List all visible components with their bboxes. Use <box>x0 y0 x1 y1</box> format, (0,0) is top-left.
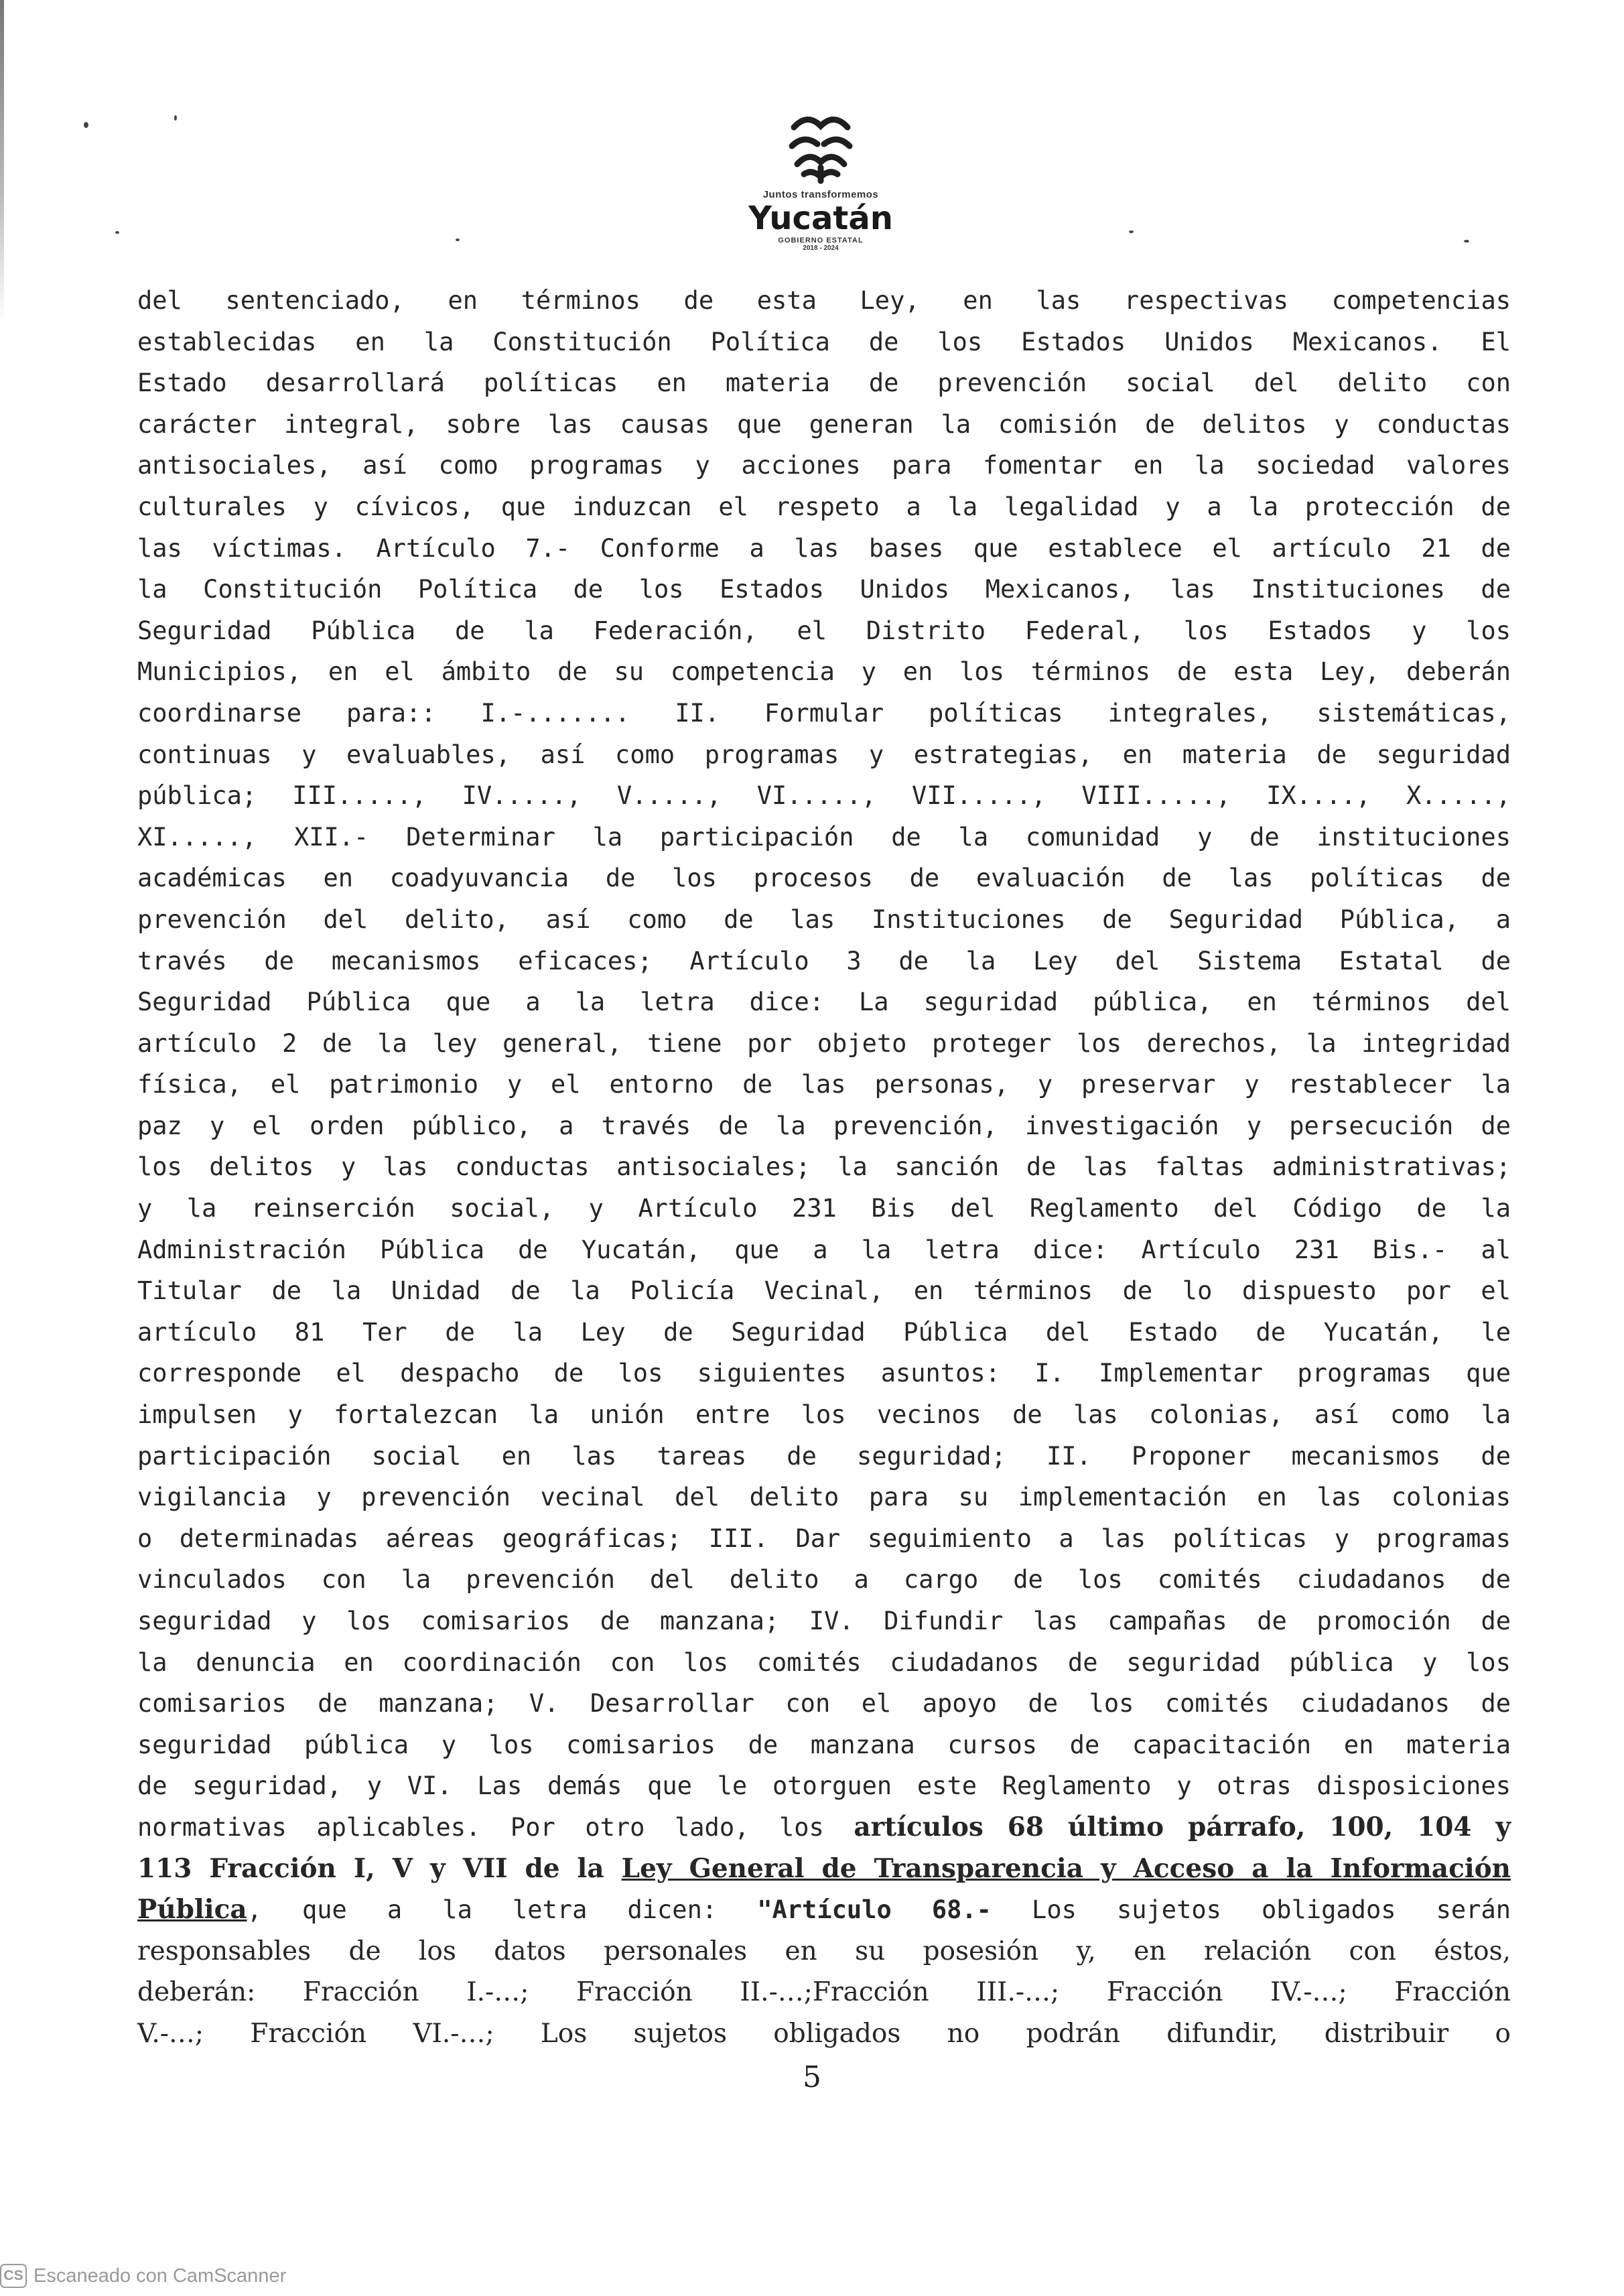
body-line: y la reinserción social, y Artículo 231 Bis del Reglamento del Código de la <box>137 1194 1511 1223</box>
government-logo <box>744 107 898 252</box>
scanner-watermark <box>0 2259 286 2293</box>
scan-speck <box>174 115 177 121</box>
body-line: Estado desarrollará políticas en materia de prevención social del delito con <box>137 368 1511 398</box>
body-line: la denuncia en coordinación con los comités ciudadanos de seguridad pública y los <box>137 1647 1511 1677</box>
scan-speck <box>1464 240 1469 243</box>
body-line: las víctimas. Artículo 7.- Conforme a las bases que establece el artículo 21 de <box>137 533 1511 563</box>
logo-state-name: Yucatán <box>748 200 893 237</box>
scan-speck <box>84 122 88 128</box>
body-line: impulsen y fortalezcan la unión entre los vecinos de las colonias, así como la <box>137 1400 1511 1430</box>
body-line: vinculados con la prevención del delito a cargo de los comités ciudadanos de <box>137 1565 1511 1595</box>
body-line: comisarios de manzana; V. Desarrollar con el apoyo de los comités ciudadanos de <box>137 1689 1511 1718</box>
body-line: establecidas en la Constitución Política de los Estados Unidos Mexicanos. El <box>137 327 1511 356</box>
scan-speck <box>456 239 460 241</box>
body-line: Municipios, en el ámbito de su competencia y en los términos de esta Ley, deberán <box>137 657 1511 687</box>
body-line-text: , que a la letra dicen: <box>247 1895 758 1925</box>
body-line-law-quote <box>137 1889 1511 1931</box>
body-line: pública; III....., IV....., V....., VI....., VII....., VIII....., IX...., X....., <box>137 781 1511 811</box>
law-name-end: Pública <box>137 1894 247 1926</box>
body-line: Titular de la Unidad de la Policía Vecinal, en términos de lo dispuesto por el <box>137 1276 1511 1306</box>
body-line: Seguridad Pública de la Federación, el Distrito Federal, los Estados y los <box>137 616 1511 645</box>
body-line-law-reference <box>137 1848 1511 1890</box>
body-line-legal-intro <box>137 1807 1511 1848</box>
body-line: corresponde el despacho de los siguientes asuntos: I. Implementar programas que <box>137 1359 1511 1388</box>
body-line: antisociales, así como programas y acciones para fomentar en la sociedad valores <box>137 451 1511 480</box>
body-line: Seguridad Pública que a la letra dice: La seguridad pública, en términos del <box>137 988 1511 1017</box>
scan-edge-shadow <box>0 0 4 322</box>
body-line: paz y el orden público, a través de la prevención, investigación y persecución de <box>137 1111 1511 1140</box>
body-line: continuas y evaluables, así como programas y estrategias, en materia de seguridad <box>137 740 1511 769</box>
scan-speck <box>1129 230 1134 233</box>
body-line: Administración Pública de Yucatán, que a la letra dice: Artículo 231 Bis.- al <box>137 1235 1511 1264</box>
body-line: culturales y cívicos, que induzcan el respeto a la legalidad y a la protección de <box>137 492 1511 521</box>
body-line: de seguridad, y VI. Las demás que le otorguen este Reglamento y otras disposiciones <box>137 1771 1511 1801</box>
body-line: participación social en las tareas de seguridad; II. Proponer mecanismos de <box>137 1441 1511 1471</box>
body-line: artículo 81 Ter de la Ley de Seguridad Pública del Estado de Yucatán, le <box>137 1317 1511 1347</box>
body-line: XI....., XII.- Determinar la participación de la comunidad y de instituciones <box>137 822 1511 852</box>
body-line: académicas en coadyuvancia de los procesos de evaluación de las políticas de <box>137 864 1511 893</box>
body-line: V.-…; Fracción VI.-…; Los sujetos obligados no podrán difundir, distribuir o <box>137 2018 1511 2049</box>
legal-fractions-reference: 113 Fracción I, V y VII de la <box>137 1852 622 1884</box>
body-line: través de mecanismos eficaces; Artículo 3 de la Ley del Sistema Estatal de <box>137 946 1511 975</box>
body-line: del sentenciado, en términos de esta Ley, en las respectivas competencias <box>137 286 1511 315</box>
document-body <box>137 280 1511 2055</box>
law-name: Ley General de Transparencia y Acceso a la Información <box>621 1852 1511 1884</box>
body-line: coordinarse para:: I.-....... II. Formular políticas integrales, sistemáticas, <box>137 698 1511 728</box>
page-number: 5 <box>803 2060 821 2094</box>
body-line: prevención del delito, así como de las Instituciones de Seguridad Pública, a <box>137 904 1511 934</box>
body-line-text: Los sujetos obligados serán <box>991 1895 1511 1925</box>
body-line: artículo 2 de la ley general, tiene por objeto proteger los derechos, la integridad <box>137 1028 1511 1058</box>
body-line: seguridad y los comisarios de manzana; IV. Difundir las campañas de promoción de <box>137 1607 1511 1635</box>
body-line: física, el patrimonio y el entorno de las personas, y preservar y restablecer la <box>137 1070 1511 1099</box>
body-line: responsables de los datos personales en su posesión y, en relación con éstos, <box>137 1936 1511 1966</box>
body-line: carácter integral, sobre las causas que generan la comisión de delitos y conductas <box>137 409 1511 439</box>
legal-articles-reference: artículos 68 último párrafo, 100, 104 y <box>854 1811 1511 1842</box>
scan-speck <box>115 231 119 234</box>
logo-tagline: Juntos transformemos <box>762 189 879 200</box>
body-line-text: normativas aplicables. Por otro lado, los <box>137 1812 854 1842</box>
body-line: los delitos y las conductas antisociales; la sanción de las faltas administrativas; <box>137 1152 1511 1182</box>
body-line: vigilancia y prevención vecinal del delito para su implementación en las colonias <box>137 1483 1511 1512</box>
body-line: o determinadas aéreas geográficas; III. Dar seguimiento a las políticas y programas <box>137 1524 1511 1553</box>
yucatan-government-logo-icon <box>784 107 858 186</box>
body-line: seguridad pública y los comisarios de manzana cursos de capacitación en materia <box>137 1730 1511 1759</box>
article-68-heading: "Artículo 68.- <box>757 1895 992 1925</box>
logo-government: GOBIERNO ESTATAL <box>778 237 864 245</box>
logo-period: 2018 - 2024 <box>803 245 839 252</box>
watermark-text: Escaneado con CamScanner <box>33 2265 287 2287</box>
body-line: la Constitución Política de los Estados Unidos Mexicanos, las Instituciones de <box>137 575 1511 604</box>
camscanner-icon: CS <box>0 2264 27 2288</box>
body-line: deberán: Fracción I.-…; Fracción II.-…;Fracción III.-…; Fracción IV.-…; Fracción <box>137 1977 1511 2008</box>
